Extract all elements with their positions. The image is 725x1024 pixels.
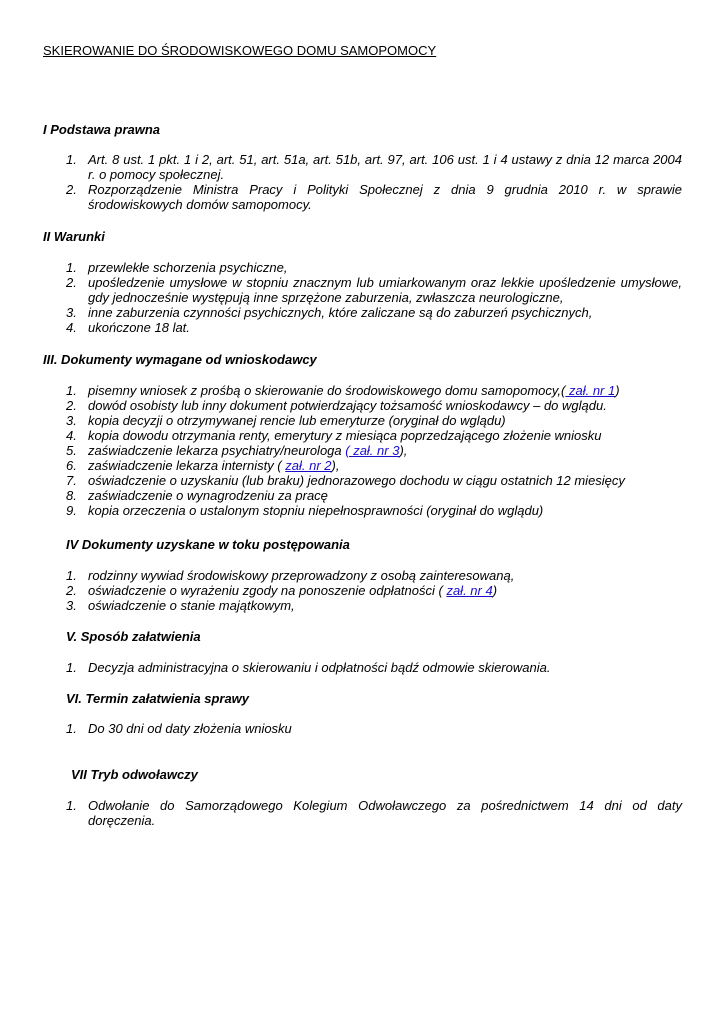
section-heading-dokumenty-wymagane: III. Dokumenty wymagane od wnioskodawcy bbox=[43, 352, 317, 367]
list-item: 1. Decyzja administracyjna o skierowaniu i odpłatności bądź odmowie skierowania. bbox=[66, 660, 551, 675]
list-tryb-odwolawczy bbox=[66, 798, 682, 828]
list-item: 8. zaświadczenie o wynagrodzeniu za pracę bbox=[66, 488, 328, 503]
list-item: 2. oświadczenie o wyrażeniu zgody na ponoszenie odpłatności ( zał. nr 4) bbox=[66, 583, 498, 598]
list-item: 6. zaświadczenie lekarza internisty ( zał. nr 2), bbox=[66, 458, 340, 473]
list-dokumenty-uzyskane bbox=[66, 568, 682, 613]
list-item: 2. Rozporządzenie Ministra Pracy i Polityki Społecznej z dnia 9 grudnia 2010 r. w sprawie środowiskowych domów samopomocy. bbox=[66, 182, 682, 212]
list-item: 5. zaświadczenie lekarza psychiatry/neurologa ( zał. nr 3), bbox=[66, 443, 408, 458]
list-item: 4. kopia dowodu otrzymania renty, emerytury z miesiąca poprzedzającego złożenie wniosku bbox=[66, 428, 602, 443]
section-heading-sposob-zalatwienia: V. Sposób załatwienia bbox=[66, 629, 201, 644]
section-heading-dokumenty-uzyskane: IV Dokumenty uzyskane w toku postępowania bbox=[66, 537, 350, 552]
list-dokumenty-wymagane bbox=[66, 383, 682, 518]
section-heading-warunki: II Warunki bbox=[43, 229, 105, 244]
list-item: 4. ukończone 18 lat. bbox=[66, 320, 190, 335]
attachment-link-1[interactable]: zał. nr 1 bbox=[565, 383, 616, 398]
list-sposob-zalatwienia bbox=[66, 660, 682, 675]
list-item: 7. oświadczenie o uzyskaniu (lub braku) jednorazowego dochodu w ciągu ostatnich 12 miesięcy bbox=[66, 473, 625, 488]
attachment-link-4[interactable]: zał. nr 4 bbox=[446, 583, 493, 598]
section-heading-tryb-odwolawczy: VII Tryb odwoławczy bbox=[71, 767, 198, 782]
list-item: 1. przewlekłe schorzenia psychiczne, bbox=[66, 260, 288, 275]
list-warunki bbox=[66, 260, 682, 335]
list-item: 3. oświadczenie o stanie majątkowym, bbox=[66, 598, 295, 613]
list-item: 1. Do 30 dni od daty złożenia wniosku bbox=[66, 721, 292, 736]
section-heading-termin-zalatwienia: VI. Termin załatwienia sprawy bbox=[66, 691, 250, 706]
document-title: SKIEROWANIE DO ŚRODOWISKOWEGO DOMU SAMOPOMOCY bbox=[43, 43, 437, 58]
list-item: 2. upośledzenie umysłowe w stopniu znacznym lub umiarkowanym oraz lekkie upośledzenie umysłowe, gdy jednocześnie występują inne sprzężone zaburzenia, zwłaszcza neurologiczne, bbox=[66, 275, 682, 305]
list-podstawa-prawna bbox=[66, 152, 682, 212]
list-item: 3. kopia decyzji o otrzymywanej rencie lub emeryturze (oryginał do wglądu) bbox=[66, 413, 506, 428]
list-item: 1. rodzinny wywiad środowiskowy przeprowadzony z osobą zainteresowaną, bbox=[66, 568, 515, 583]
list-item: 1. pisemny wniosek z prośbą o skierowanie do środowiskowego domu samopomocy,( zał. nr 1) bbox=[66, 383, 620, 398]
attachment-link-3[interactable]: ( zał. nr 3 bbox=[345, 443, 400, 458]
list-termin-zalatwienia bbox=[66, 721, 682, 736]
list-item: 3. inne zaburzenia czynności psychicznych, które zaliczane są do zaburzeń psychicznych, bbox=[66, 305, 593, 320]
list-item: 2. dowód osobisty lub inny dokument potwierdzający tożsamość wnioskodawcy – do wglądu. bbox=[66, 398, 607, 413]
section-heading-podstawa-prawna: I Podstawa prawna bbox=[43, 122, 161, 137]
list-item: 9. kopia orzeczenia o ustalonym stopniu niepełnosprawności (oryginał do wglądu) bbox=[66, 503, 544, 518]
list-item: 1. Art. 8 ust. 1 pkt. 1 i 2, art. 51, art. 51a, art. 51b, art. 97, art. 106 ust. 1 i 4 ustawy z dnia 12 marca 2004 r. o pomocy społecznej. bbox=[66, 152, 682, 182]
list-item: 1. Odwołanie do Samorządowego Kolegium Odwoławczego za pośrednictwem 14 dni od daty doręczenia. bbox=[66, 798, 682, 828]
attachment-link-2[interactable]: zał. nr 2 bbox=[285, 458, 332, 473]
